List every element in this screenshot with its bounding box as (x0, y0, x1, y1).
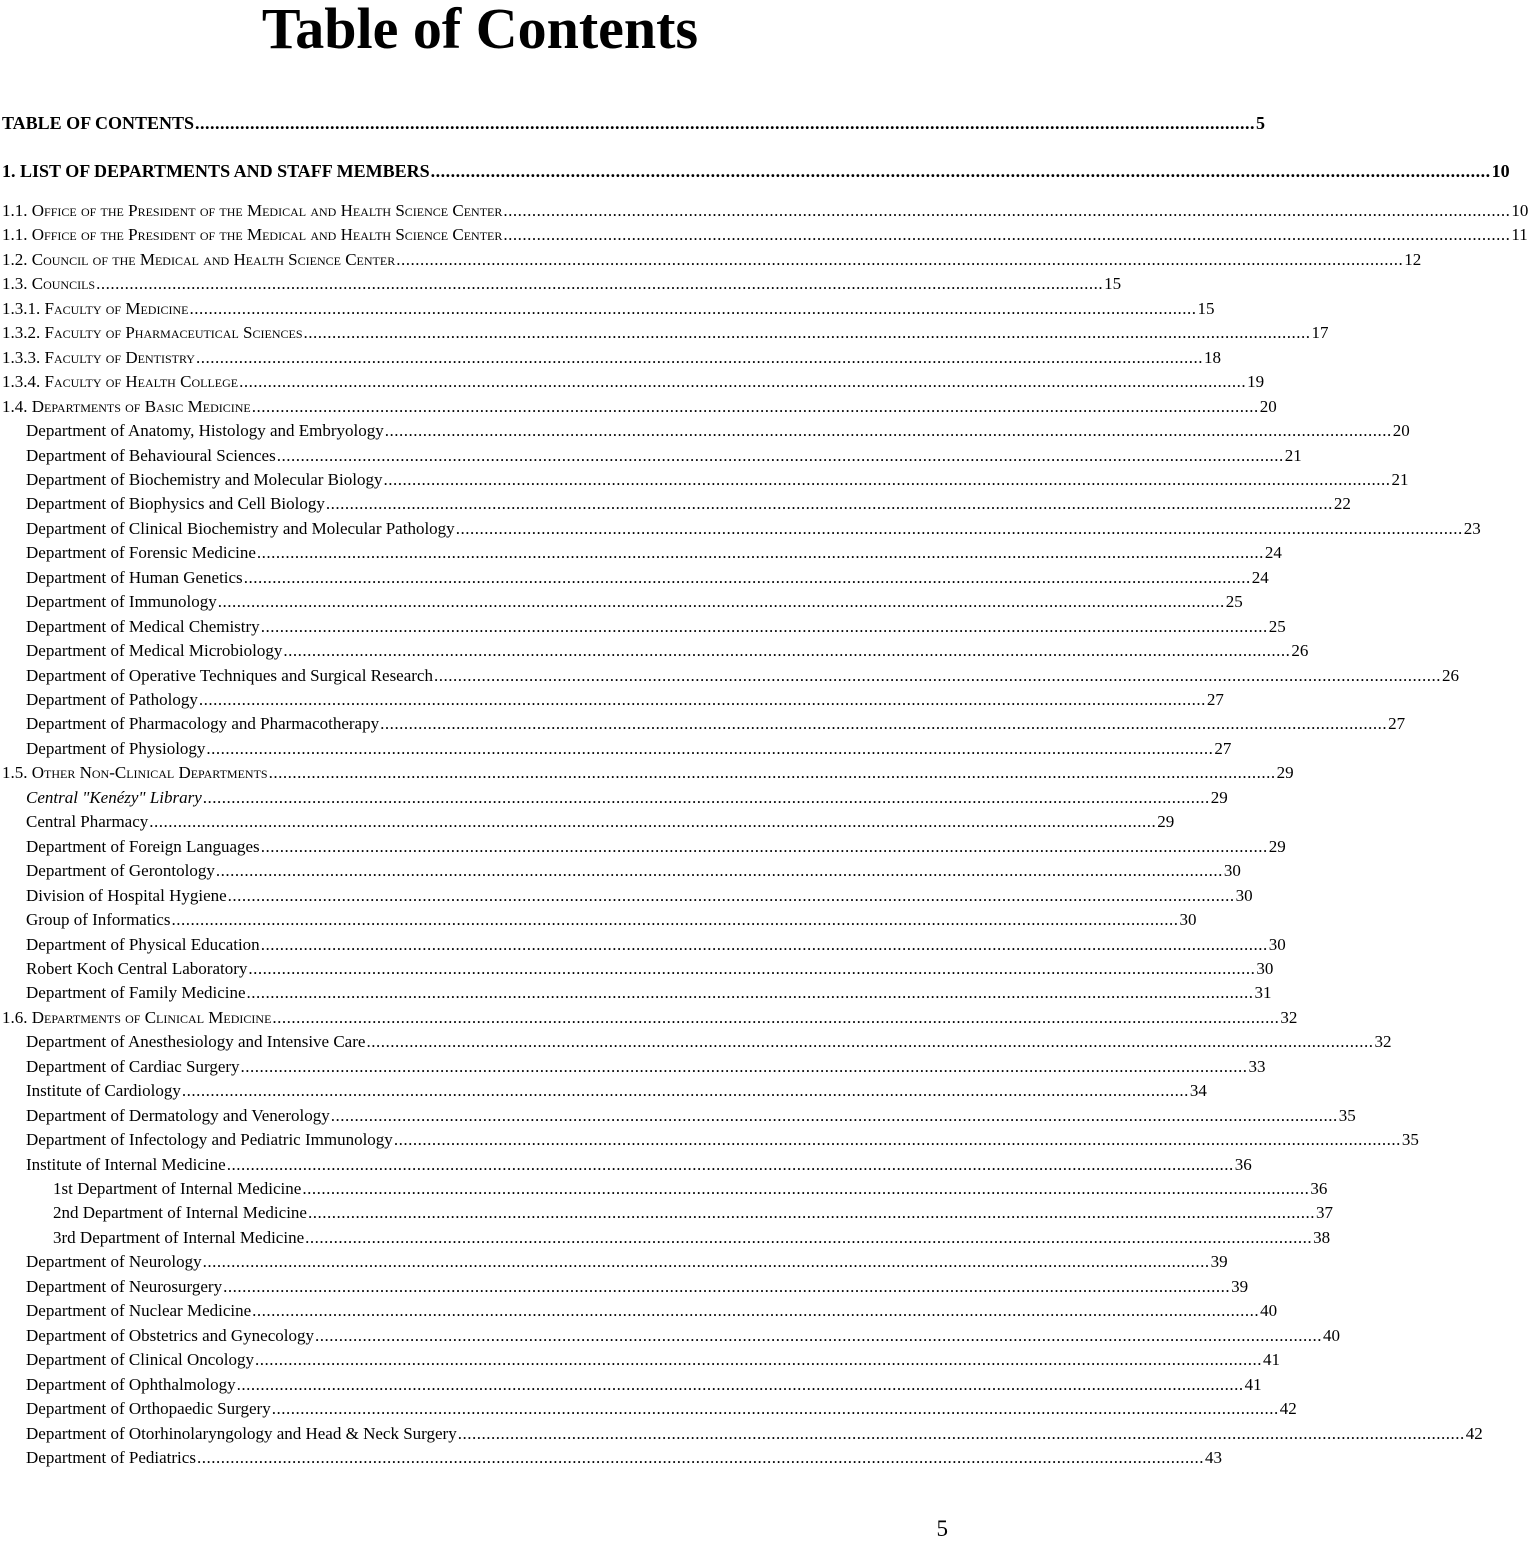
toc-entry[interactable] (0, 1447, 1222, 1470)
dot-leader: .................................................................................................................................................................................................................... (198, 690, 1206, 709)
toc-entry[interactable] (0, 616, 1286, 639)
toc-entry-row (26, 885, 1253, 906)
toc-entry-row (26, 421, 1410, 441)
toc-entry-label: Central "Kenézy" Library (26, 787, 202, 807)
dot-leader: .................................................................................................................................................................................................................... (196, 1447, 1204, 1467)
toc-entry-label: Department of Neurosurgery (26, 1276, 223, 1296)
dot-leader: .................................................................................................................................................................................................................... (433, 665, 1441, 685)
toc-entry-label: 1.5. Other Non-Clinical Departments (2, 763, 268, 783)
dot-leader: .................................................................................................................................................................................................................... (430, 161, 1491, 181)
toc-entry-label: 1.3.1. Faculty of Medicine (2, 298, 189, 318)
toc-entry-label: Department of Anesthesiology and Intensive Care (26, 1032, 366, 1052)
toc-entry-page: 29 (1210, 787, 1228, 807)
toc-entry[interactable] (0, 787, 1228, 810)
toc-entry[interactable] (0, 372, 1265, 394)
toc-entry[interactable] (0, 958, 1274, 981)
toc-entry[interactable] (0, 1105, 1356, 1128)
toc-entry[interactable] (0, 1081, 1207, 1103)
toc-entry[interactable] (0, 1032, 1392, 1054)
toc-entry[interactable] (0, 592, 1243, 614)
dot-leader: .................................................................................................................................................................................................................... (236, 1374, 1244, 1394)
toc-entry-label: Department of Pharmacology and Pharmacotherapy (26, 714, 380, 734)
toc-entry[interactable] (0, 885, 1253, 908)
toc-entry-row (26, 1447, 1222, 1468)
toc-entry-page: 29 (1157, 812, 1175, 832)
toc-entry-page: 24 (1251, 567, 1269, 587)
toc-entry-label: 1.2. Council of the Medical and Health Science Center (2, 249, 396, 269)
toc-entry-row (26, 910, 1197, 930)
toc-entry-page: 15 (1104, 274, 1122, 294)
toc-entry[interactable] (0, 738, 1232, 761)
dot-leader: .................................................................................................................................................................................................................... (227, 885, 1235, 905)
toc-entry-label: Robert Koch Central Laboratory (26, 958, 248, 978)
toc-entry-label: Department of Clinical Biochemistry and Molecular Pathology (26, 518, 455, 538)
toc-entry-row (53, 1227, 1331, 1248)
toc-entry-label: Department of Clinical Oncology (26, 1350, 255, 1370)
toc-entry-page: 36 (1234, 1154, 1252, 1174)
toc-entry[interactable] (0, 861, 1241, 883)
toc-entry[interactable] (0, 298, 1215, 321)
toc-entry-page: 29 (1276, 763, 1294, 783)
toc-entry-row (2, 249, 1422, 270)
dot-leader: .................................................................................................................................................................................................................... (206, 738, 1214, 758)
dot-leader: .................................................................................................................................................................................................................... (251, 396, 1259, 416)
toc-entry[interactable] (0, 836, 1286, 859)
toc-entry-row (26, 1301, 1278, 1321)
toc-entry-row (26, 1056, 1266, 1077)
toc-entry-label: 1. LIST OF DEPARTMENTS AND STAFF MEMBERS (2, 161, 430, 181)
toc-entry[interactable] (0, 714, 1406, 736)
toc-entry-row (2, 225, 1528, 245)
toc-entry-row (2, 396, 1277, 417)
toc-entry[interactable] (0, 249, 1422, 272)
toc-entry-label: Department of Physical Education (26, 934, 260, 954)
toc-entry-row (26, 641, 1309, 661)
toc-entry-row (26, 567, 1269, 588)
dot-leader: .................................................................................................................................................................................................................... (252, 1301, 1260, 1321)
toc-entry-label: 1.6. Departments of Clinical Medicine (2, 1007, 272, 1027)
dot-leader: .................................................................................................................................................................................................................... (455, 518, 1463, 538)
toc-entry[interactable] (0, 934, 1286, 957)
toc-entry[interactable] (0, 323, 1329, 345)
toc-entry-page: 30 (1268, 934, 1286, 954)
toc-entry[interactable] (0, 1056, 1266, 1079)
toc-entry-label: Department of Ophthalmology (26, 1374, 236, 1394)
toc-entry-row (2, 1007, 1298, 1028)
dot-leader: .................................................................................................................................................................................................................... (246, 983, 1254, 1003)
toc-entry-label: Department of Immunology (26, 592, 217, 612)
toc-entry-row (26, 1154, 1252, 1175)
toc-entry-page: 27 (1388, 714, 1406, 734)
toc-entry-row (26, 738, 1232, 759)
dot-leader: .................................................................................................................................................................................................................... (243, 567, 1251, 587)
dot-leader: .................................................................................................................................................................................................................... (223, 1276, 1231, 1296)
dot-leader: .................................................................................................................................................................................................................... (272, 1007, 1280, 1027)
toc-entry[interactable] (0, 1374, 1262, 1397)
toc-entry-page: 41 (1263, 1350, 1281, 1370)
dot-leader: .................................................................................................................................................................................................................... (96, 274, 1104, 294)
toc-entry[interactable] (0, 641, 1309, 663)
toc-entry-label: Department of Gerontology (26, 861, 215, 881)
toc-entry-row (26, 1032, 1392, 1052)
toc-entry[interactable] (0, 910, 1197, 932)
dot-leader: .................................................................................................................................................................................................................... (271, 1399, 1279, 1419)
toc-entry[interactable] (0, 396, 1277, 419)
toc-entry-row (26, 690, 1224, 710)
toc-entry-row (26, 836, 1286, 857)
dot-leader: .................................................................................................................................................................................................................... (189, 298, 1197, 318)
toc-entry-row (2, 323, 1329, 343)
toc-entry-row (53, 1179, 1328, 1199)
dot-leader: .................................................................................................................................................................................................................... (384, 421, 1392, 441)
toc-entry-row (26, 494, 1351, 514)
toc-entry-page: 11 (1511, 225, 1528, 245)
toc-entry[interactable] (0, 1325, 1340, 1348)
toc-entry-page: 40 (1260, 1301, 1278, 1321)
toc-entry-page: 17 (1311, 323, 1329, 343)
toc-entry-row (26, 958, 1274, 979)
toc-entry-row (26, 934, 1286, 955)
toc-entry-page: 20 (1259, 396, 1277, 416)
toc-entry-page: 12 (1404, 249, 1422, 269)
toc-entry[interactable] (0, 543, 1282, 565)
toc-entry[interactable] (0, 983, 1272, 1005)
toc-entry-label: Department of Nuclear Medicine (26, 1301, 252, 1321)
toc-entry-row (26, 861, 1241, 881)
toc-entry-label: Department of Medical Microbiology (26, 641, 283, 661)
toc-entry[interactable] (0, 1276, 1249, 1299)
toc-entry-row (26, 616, 1286, 637)
dot-leader: .................................................................................................................................................................................................................... (202, 787, 1210, 807)
toc-entry-label: Department of Anatomy, Histology and Embryology (26, 421, 384, 441)
toc-entry-page: 10 (1511, 201, 1528, 220)
dot-leader: .................................................................................................................................................................................................................... (217, 592, 1225, 612)
toc-entry-label: Department of Pathology (26, 690, 198, 709)
toc-entry[interactable] (0, 1203, 1333, 1225)
toc-entry-page: 26 (1441, 665, 1459, 685)
toc-entry-row (26, 1276, 1249, 1297)
toc-entry[interactable] (0, 812, 1175, 834)
toc-entry[interactable] (0, 274, 1122, 296)
toc-entry-page: 25 (1225, 592, 1243, 612)
toc-entry[interactable] (0, 494, 1351, 516)
dot-leader: .................................................................................................................................................................................................................... (195, 347, 1203, 367)
toc-entry-page: 38 (1313, 1227, 1331, 1247)
toc-entry-page: 40 (1322, 1325, 1340, 1345)
toc-entry-label: Institute of Cardiology (26, 1081, 181, 1101)
dot-leader: .................................................................................................................................................................................................................... (149, 812, 1157, 832)
dot-leader: .................................................................................................................................................................................................................... (260, 934, 1268, 954)
toc-entry-label: 2nd Department of Internal Medicine (53, 1203, 307, 1223)
dot-leader: .................................................................................................................................................................................................................... (283, 641, 1291, 661)
toc-entry[interactable] (0, 347, 1221, 370)
dot-leader: .................................................................................................................................................................................................................... (393, 1130, 1401, 1150)
toc-entry-page: 5 (1256, 113, 1266, 133)
toc-entry[interactable] (0, 690, 1224, 712)
toc-entry-row (26, 1399, 1297, 1419)
toc-entry-page: 35 (1401, 1130, 1419, 1150)
toc-entry-label: Department of Pediatrics (26, 1447, 196, 1467)
toc-entry-row (26, 1374, 1262, 1395)
toc-entry[interactable] (0, 225, 1528, 247)
toc-entry[interactable] (0, 1007, 1298, 1030)
toc-entry-page: 34 (1189, 1081, 1207, 1101)
toc-entry-page: 31 (1254, 983, 1272, 1003)
toc-entry-row (26, 592, 1243, 612)
toc-entry-label: Division of Hospital Hygiene (26, 885, 227, 905)
toc-entry-page: 37 (1315, 1203, 1333, 1223)
toc-entry-row (2, 372, 1265, 392)
toc-entry[interactable] (0, 113, 1266, 135)
toc-entry-page: 27 (1214, 738, 1232, 758)
toc-entry-row (26, 518, 1481, 539)
toc-entry[interactable] (0, 763, 1294, 785)
toc-entry[interactable] (0, 518, 1481, 541)
toc-entry[interactable] (0, 1227, 1331, 1250)
toc-entry[interactable] (0, 665, 1459, 688)
toc-entry-row (26, 1350, 1281, 1370)
dot-leader: .................................................................................................................................................................................................................... (260, 616, 1268, 636)
toc-entry[interactable] (0, 421, 1410, 443)
toc-entry-page: 23 (1463, 518, 1481, 538)
dot-leader: .................................................................................................................................................................................................................... (366, 1032, 1374, 1052)
toc-entry-label: Department of Medical Chemistry (26, 616, 260, 636)
toc-entry-page: 24 (1264, 543, 1282, 563)
toc-entry-page: 27 (1206, 690, 1224, 709)
toc-entry-label: Department of Obstetrics and Gynecology (26, 1325, 314, 1345)
toc-entry-row (26, 665, 1459, 686)
toc-entry-label: 3rd Department of Internal Medicine (53, 1227, 305, 1247)
toc-entry-row (26, 812, 1175, 832)
toc-entry-label: 1st Department of Internal Medicine (53, 1179, 302, 1198)
dot-leader: .................................................................................................................................................................................................................... (305, 1227, 1313, 1247)
toc-entry-page: 42 (1279, 1399, 1297, 1419)
dot-leader: .................................................................................................................................................................................................................... (302, 1179, 1310, 1198)
toc-entry-label: 1.3.3. Faculty of Dentistry (2, 347, 195, 367)
toc-entry-row (26, 1105, 1356, 1126)
toc-entry[interactable] (0, 1179, 1328, 1201)
toc-entry-page: 39 (1210, 1252, 1228, 1272)
dot-leader: .................................................................................................................................................................................................................... (240, 1056, 1248, 1076)
toc-entry-label: Institute of Internal Medicine (26, 1154, 226, 1174)
toc-entry-page: 21 (1391, 469, 1409, 489)
toc-entry-label: Department of Human Genetics (26, 567, 243, 587)
dot-leader: .................................................................................................................................................................................................................... (248, 958, 1256, 978)
toc-entry-label: Department of Otorhinolaryngology and Head & Neck Surgery (26, 1423, 457, 1443)
dot-leader: .................................................................................................................................................................................................................... (215, 861, 1223, 881)
toc-entry-row (2, 298, 1215, 319)
toc-entry[interactable] (0, 1423, 1483, 1446)
dot-leader: .................................................................................................................................................................................................................... (255, 1350, 1263, 1370)
toc-entry[interactable] (0, 201, 1528, 223)
toc-entry-page: 30 (1179, 910, 1197, 930)
toc-entry-page: 32 (1374, 1032, 1392, 1052)
dot-leader: .................................................................................................................................................................................................................... (503, 201, 1511, 220)
toc-entry-page: 42 (1465, 1423, 1483, 1443)
dot-leader: .................................................................................................................................................................................................................... (314, 1325, 1322, 1345)
toc-entry-row (26, 445, 1302, 466)
toc-entry-page: 10 (1491, 161, 1510, 181)
toc-entry[interactable] (0, 1252, 1228, 1274)
toc-entry-row (2, 113, 1266, 134)
toc-entry-row (53, 1203, 1333, 1223)
toc-entry-page: 30 (1223, 861, 1241, 881)
dot-leader: .................................................................................................................................................................................................................... (195, 113, 1256, 133)
dot-leader: .................................................................................................................................................................................................................... (256, 543, 1264, 563)
toc-entry-page: 39 (1231, 1276, 1249, 1296)
dot-leader: .................................................................................................................................................................................................................... (268, 763, 1276, 783)
page-number: 5 (936, 1516, 948, 1541)
toc-entry-label: Department of Dermatology and Venerology (26, 1105, 330, 1125)
toc-entry-page: 33 (1248, 1056, 1266, 1076)
toc-entry-page: 22 (1333, 494, 1351, 514)
dot-leader: .................................................................................................................................................................................................................... (325, 494, 1333, 514)
toc-entry-page: 30 (1235, 885, 1253, 905)
toc-entry-row (26, 1252, 1228, 1272)
toc-entry-row (26, 1325, 1340, 1346)
toc-entry-page: 26 (1291, 641, 1309, 661)
toc-entry-page: 30 (1256, 958, 1274, 978)
toc-entry[interactable] (0, 567, 1269, 590)
toc-entry-label: TABLE OF CONTENTS (2, 113, 195, 133)
toc-entry[interactable] (0, 445, 1302, 468)
dot-leader: .................................................................................................................................................................................................................... (330, 1105, 1338, 1125)
dot-leader: .................................................................................................................................................................................................................... (396, 249, 1404, 269)
toc-entry-page: 19 (1247, 372, 1265, 392)
toc-entry-label: 1.3.4. Faculty of Health College (2, 372, 239, 392)
toc-entry-row (2, 347, 1221, 368)
dot-leader: .................................................................................................................................................................................................................... (260, 836, 1268, 856)
toc-entry-page: 15 (1197, 298, 1215, 318)
dot-leader: .................................................................................................................................................................................................................... (380, 714, 1388, 734)
toc-entry-page: 43 (1204, 1447, 1222, 1467)
dot-leader: .................................................................................................................................................................................................................... (457, 1423, 1465, 1443)
toc-entry-label: 1.1. Office of the President of the Medical and Health Science Center (2, 201, 503, 220)
dot-leader: .................................................................................................................................................................................................................... (181, 1081, 1189, 1101)
toc-entry-row (26, 983, 1272, 1003)
toc-entry-page: 18 (1203, 347, 1221, 367)
dot-leader: .................................................................................................................................................................................................................... (202, 1252, 1210, 1272)
toc-entry-label: Department of Behavioural Sciences (26, 445, 276, 465)
dot-leader: .................................................................................................................................................................................................................... (383, 469, 1391, 489)
toc-entry-label: Department of Family Medicine (26, 983, 246, 1003)
toc-entry[interactable] (0, 1301, 1278, 1323)
toc-entry-page: 32 (1280, 1007, 1298, 1027)
toc-entry-label: Department of Biophysics and Cell Biology (26, 494, 325, 514)
dot-leader: .................................................................................................................................................................................................................... (171, 910, 1179, 930)
toc-entry-page: 35 (1338, 1105, 1356, 1125)
toc-entry-label: Department of Forensic Medicine (26, 543, 256, 563)
toc-entry[interactable] (0, 1350, 1281, 1372)
toc-entry-page: 20 (1392, 421, 1410, 441)
toc-entry[interactable] (0, 469, 1409, 492)
toc-entry-label: Department of Foreign Languages (26, 836, 260, 856)
dot-leader: .................................................................................................................................................................................................................... (226, 1154, 1234, 1174)
dot-leader: .................................................................................................................................................................................................................... (239, 372, 1247, 392)
toc-entry-row (26, 714, 1406, 734)
toc-entry-label: 1.3.2. Faculty of Pharmaceutical Sciences (2, 323, 303, 343)
dot-leader: .................................................................................................................................................................................................................... (307, 1203, 1315, 1223)
toc-entry-row (26, 1130, 1419, 1150)
toc-entry-label: Department of Physiology (26, 738, 206, 758)
toc-entry[interactable] (0, 1130, 1419, 1152)
toc-entry-page: 41 (1244, 1374, 1262, 1394)
toc-entry-row (2, 274, 1122, 294)
dot-leader: .................................................................................................................................................................................................................... (276, 445, 1284, 465)
toc-entry-page: 36 (1310, 1179, 1328, 1198)
toc-entry-label: Group of Informatics (26, 910, 171, 930)
toc-entry-label: 1.4. Departments of Basic Medicine (2, 396, 251, 416)
dot-leader: .................................................................................................................................................................................................................... (303, 323, 1311, 343)
toc-entry-row (2, 201, 1528, 221)
toc-entry-label: 1.3. Councils (2, 274, 96, 294)
toc-entry-label: 1.1. Office of the President of the Medical and Health Science Center (2, 225, 503, 245)
toc-entry-label: Department of Infectology and Pediatric Immunology (26, 1130, 393, 1150)
toc-entry-row (26, 787, 1228, 808)
toc-entry-row (26, 543, 1282, 563)
toc-entry-label: Department of Operative Techniques and Surgical Research (26, 665, 433, 685)
toc-entry-row (26, 1423, 1483, 1444)
toc-entry-row (26, 469, 1409, 490)
toc-entry-row (2, 763, 1294, 783)
toc-entry-label: Department of Orthopaedic Surgery (26, 1399, 271, 1419)
toc-entry-label: Department of Cardiac Surgery (26, 1056, 240, 1076)
toc-entry-label: Department of Biochemistry and Molecular Biology (26, 469, 383, 489)
toc-entry-label: Department of Neurology (26, 1252, 202, 1272)
page-title: Table of Contents (261, 0, 699, 61)
toc-entry-row (2, 161, 1510, 182)
toc-entry-row (26, 1081, 1207, 1101)
toc-entry-page: 25 (1268, 616, 1286, 636)
toc-entry-page: 29 (1268, 836, 1286, 856)
toc-entry[interactable] (0, 161, 1510, 183)
toc-entry[interactable] (0, 1154, 1252, 1177)
toc-entry-page: 21 (1284, 445, 1302, 465)
toc-entry[interactable] (0, 1399, 1297, 1421)
toc-entry-label: Central Pharmacy (26, 812, 149, 832)
dot-leader: .................................................................................................................................................................................................................... (503, 225, 1511, 245)
